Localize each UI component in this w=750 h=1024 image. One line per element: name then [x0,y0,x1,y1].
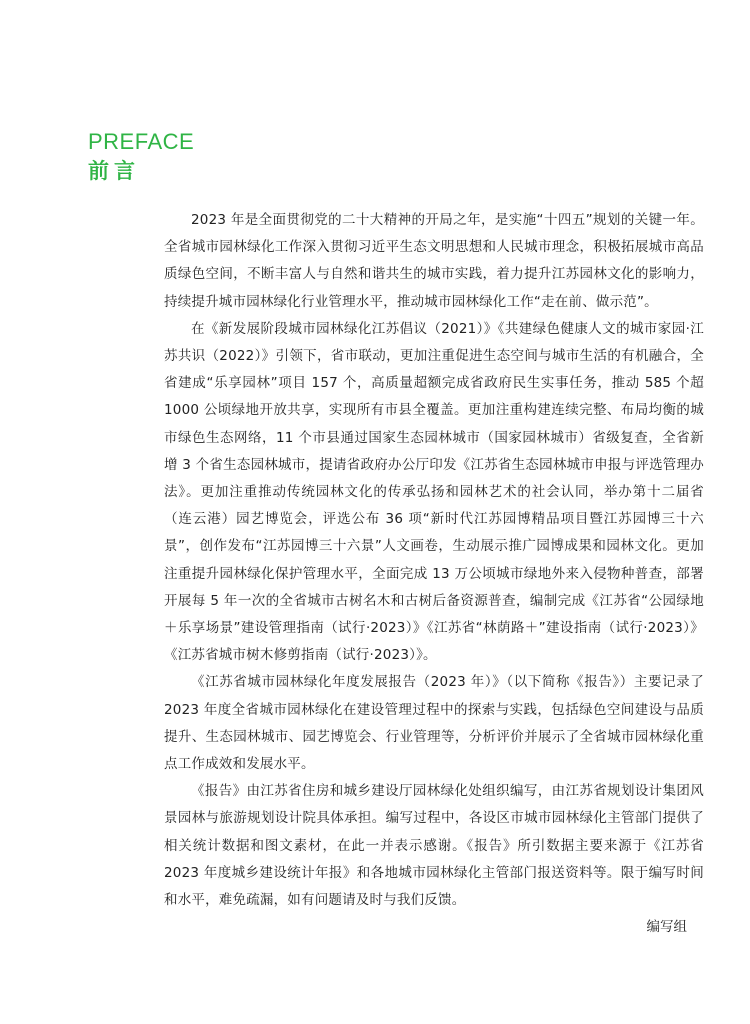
paragraph: 《江苏省城市园林绿化年度发展报告（2023 年）》（以下简称《报告》）主要记录了 2023 年度全省城市园林绿化在建设管理过程中的探索与实践，包括绿色空间建设与品质提升、生态园林城市、园艺博览会、行业管理等，分析评价并展示了全省城市园林绿化重点工作成效和发展水平。 [164,674,704,773]
paragraph: 2023 年是全面贯彻党的二十大精神的开局之年，是实施“十四五”规划的关键一年。全省城市园林绿化工作深入贯彻习近平生态文明思想和人民城市理念，积极拓展城市高品质绿色空间，不断丰富人与自然和谐共生的城市实践，着力提升江苏园林文化的影响力，持续提升城市园林绿化行业管理水平，推动城市园林绿化工作“走在前、做示范”。 [164,212,704,310]
heading-chinese: 前言 [88,159,140,183]
paragraph: 在《新发展阶段城市园林绿化江苏倡议（2021）》《共建绿色健康人文的城市家园·江苏共识（2022）》引领下，省市联动，更加注重促进生态空间与城市生活的有机融合，全省建成“乐享园林”项目 157 个，高质量超额完成省政府民生实事任务，推动 585 个超 1000 公顷绿地开放共享，实现所有市县全覆盖。更加注重构建连续完整、布局均衡的城市绿色生态网络，11 个市县通过国家生态园林城市（国家园林城市）省级复查，全省新增 3 个省生态园林城市，提请省政府办公厅印发《江苏省生态园林城市申报与评选管理办法》。更加注重推动传统园林文化的传承弘扬和园林艺术的社会认同，举办第十二届省（连云港）园艺博览会，评选公布 36 项“新时代江苏园博精品项目暨江苏园博三十六景”，创作发布“江苏园博三十六景”人文画卷，生动展示推广园博成果和园林文化。更加注重提升园林绿化保护管理水平，全面完成 13 万公顷城市绿地外来入侵物种普查，部署开展每 5 年一次的全省城市古树名木和古树后备资源普查，编制完成《江苏省“公园绿地＋乐享场景”建设管理指南（试行·2023）》《江苏省“林荫路＋”建设指南（试行·2023）》《江苏省城市树木修剪指南（试行·2023）》。 [164,320,704,664]
preface-heading [88,128,194,185]
signature: 编写组 [646,919,687,935]
preface-body [164,207,704,914]
paragraph: 《报告》由江苏省住房和城乡建设厅园林绿化处组织编写，由江苏省规划设计集团风景园林与旅游规划设计院具体承担。编写过程中，各设区市城市园林绿化主管部门提供了相关统计数据和图文素材，在此一并表示感谢。《报告》所引数据主要来源于《江苏省 2023 年度城乡建设统计年报》和各地城市园林绿化主管部门报送资料等。限于编写时间和水平，难免疏漏，如有问题请及时与我们反馈。 [164,783,704,909]
heading-english: PREFACE [88,129,195,154]
